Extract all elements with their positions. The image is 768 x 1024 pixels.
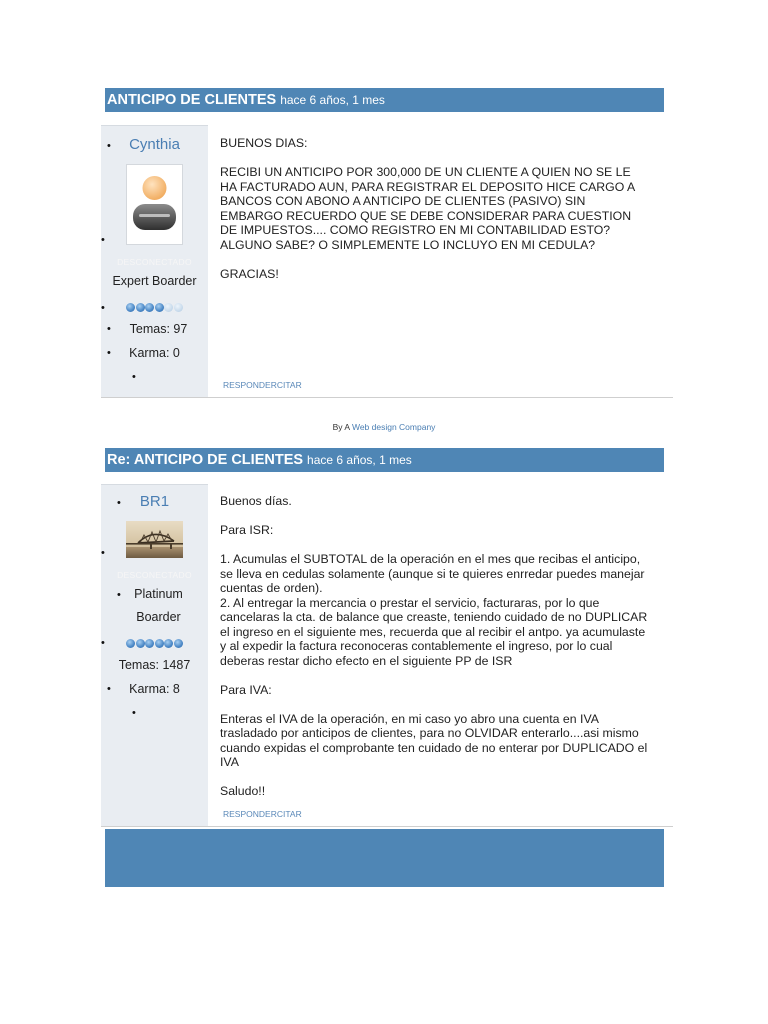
post-paragraph: GRACIAS! bbox=[220, 266, 279, 281]
post-paragraph: Saludo!! bbox=[220, 784, 266, 798]
post-actions bbox=[223, 809, 302, 819]
user-karma: Karma: 8 bbox=[129, 682, 180, 696]
rank-pips bbox=[101, 299, 208, 311]
username[interactable]: Cynthia bbox=[129, 136, 180, 153]
user-rank-line: Boarder bbox=[136, 610, 181, 624]
bullet: • bbox=[101, 234, 105, 246]
post-paragraph: BUENOS DIAS: bbox=[220, 136, 308, 150]
bullet: • bbox=[107, 323, 111, 335]
credit-line bbox=[0, 422, 768, 432]
reply-link[interactable]: RESPONDER bbox=[223, 809, 277, 819]
user-sidebar bbox=[101, 484, 208, 826]
post-2 bbox=[101, 484, 673, 827]
quote-link[interactable]: CITAR bbox=[276, 809, 302, 819]
bridge-photo-avatar-icon bbox=[126, 521, 183, 558]
rank-pip bbox=[136, 639, 145, 648]
post-paragraph: Para IVA: bbox=[220, 682, 272, 697]
bullet: • bbox=[117, 589, 121, 601]
username[interactable]: BR1 bbox=[139, 493, 170, 510]
post-time: hace 6 años, 1 mes bbox=[280, 93, 385, 107]
online-status: DESCONECTADO bbox=[117, 570, 192, 580]
rank-pip bbox=[145, 303, 154, 312]
online-status: DESCONECTADO bbox=[117, 257, 192, 267]
rank-pip bbox=[145, 639, 154, 648]
bullet: • bbox=[101, 547, 105, 559]
post-actions bbox=[223, 380, 302, 390]
post-title[interactable]: ANTICIPO DE CLIENTES bbox=[107, 92, 277, 108]
rank-pip bbox=[155, 639, 164, 648]
bullet: • bbox=[101, 302, 105, 314]
footer-bar bbox=[105, 829, 664, 887]
bullet: • bbox=[101, 637, 105, 649]
user-temas: Temas: 97 bbox=[129, 322, 188, 336]
user-temas: Temas: 1487 bbox=[118, 658, 191, 672]
credit-link[interactable]: Web design Company bbox=[351, 422, 436, 432]
bullet: • bbox=[132, 371, 136, 383]
quote-link[interactable]: CITAR bbox=[276, 380, 302, 390]
post-paragraph: Enteras el IVA de la operación, en mi caso yo abro una cuenta en IVA trasladado por anticipos de clientes, para no OLVIDAR enterarlo....asi mismo cuando expidas el comprobante ten cuidado de no enterar por DUPLICADO el IVA bbox=[220, 711, 648, 769]
bullet: • bbox=[117, 497, 121, 509]
user-rank bbox=[105, 583, 212, 629]
post-body bbox=[220, 136, 665, 296]
bullet: • bbox=[107, 683, 111, 695]
post-body bbox=[220, 494, 665, 813]
post-paragraph: RECIBI UN ANTICIPO POR 300,000 DE UN CLIENTE A QUIEN NO SE LE HA FACTURADO AUN, PARA REGISTRAR EL DEPOSITO HICE CARGO A BANCOS CON ABONO A ANTICIPO DE CLIENTES (PASIVO) SIN EMBARGO RECUERDO QUE SE DEBE CONSIDERAR PARA CUESTION DE IMPUESTOS.... COMO REGISTRO EN MI CONTABILIDAD ESTO? ALGUNO SABE? O SIMPLEMENTE LO INCLUYO EN MI CEDULA? bbox=[220, 165, 636, 252]
post-1-title-bar bbox=[105, 88, 664, 112]
rank-pip bbox=[126, 639, 135, 648]
reply-link[interactable]: RESPONDER bbox=[223, 380, 277, 390]
bullet: • bbox=[132, 707, 136, 719]
default-user-avatar-icon bbox=[127, 165, 182, 244]
user-avatar[interactable] bbox=[126, 164, 183, 245]
post-1 bbox=[101, 125, 673, 398]
rank-pip bbox=[174, 639, 183, 648]
rank-pip bbox=[174, 303, 183, 312]
post-time: hace 6 años, 1 mes bbox=[307, 453, 412, 467]
rank-pip bbox=[164, 639, 173, 648]
post-2-title-bar bbox=[105, 448, 664, 472]
post-title[interactable]: Re: ANTICIPO DE CLIENTES bbox=[107, 452, 304, 468]
user-avatar[interactable] bbox=[126, 521, 183, 558]
rank-pip bbox=[136, 303, 145, 312]
user-rank-line: Platinum bbox=[134, 587, 183, 601]
rank-pips bbox=[101, 635, 208, 647]
bullet: • bbox=[107, 140, 111, 152]
user-sidebar bbox=[101, 125, 208, 397]
rank-pip bbox=[126, 303, 135, 312]
user-karma: Karma: 0 bbox=[129, 346, 180, 360]
bullet: • bbox=[107, 347, 111, 359]
post-paragraph: Para ISR: bbox=[220, 523, 274, 537]
user-rank: Expert Boarder bbox=[112, 274, 197, 288]
post-paragraph: 1. Acumulas el SUBTOTAL de la operación en el mes que recibas el anticipo, se lleva en cedulas solamente (aunque si te quieres enrredar puedes manejar cuentas de orden). 2. Al entregar la mercancia o prestar el servicio, facturaras, por lo que cancelaras la cta. de balance que creaste, teniendo cuidado de no DUPLICAR el ingreso en el siguiente mes, recuerda que al recibir el antpo. ya acumulaste y al expedir la factura reconoceras contablemente el ingreso, por lo cual deberas restar dicho efecto en el siguiente PP de ISR bbox=[220, 552, 648, 668]
post-paragraph: Buenos días. bbox=[220, 494, 292, 508]
rank-pip bbox=[164, 303, 173, 312]
rank-pip bbox=[155, 303, 164, 312]
credit-prefix: By A bbox=[332, 422, 350, 432]
